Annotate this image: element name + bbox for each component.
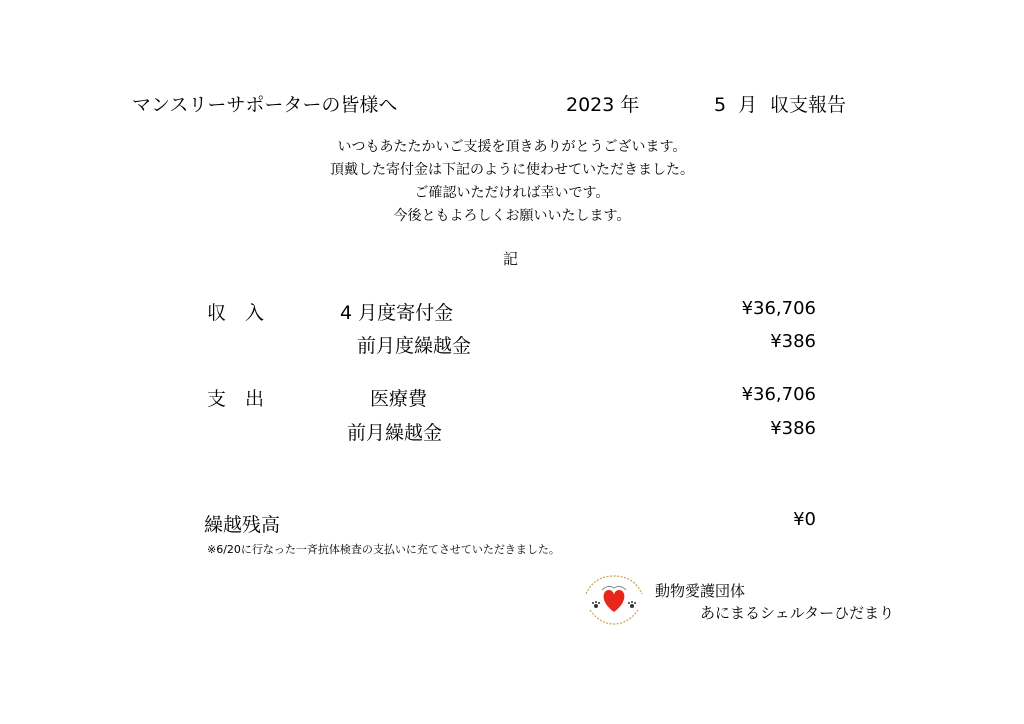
- expense-label: 支 出: [207, 388, 265, 410]
- year-unit: 年: [620, 94, 640, 116]
- income-item-2: 前月度繰越金: [357, 335, 472, 357]
- report-year: [566, 90, 639, 117]
- month-value: 5: [714, 94, 727, 116]
- organization-name: あにまるシェルターひだまり: [700, 604, 895, 622]
- greeting-line-1: いつもあたたかいご支援を頂きありがとうございます。: [337, 139, 687, 155]
- report-title: 収支報告: [770, 94, 847, 116]
- greeting-line-4: 今後ともよろしくお願いいたします。: [393, 208, 631, 224]
- income-label: 収 入: [207, 302, 265, 324]
- income-amount-2: ¥386: [770, 331, 816, 352]
- shelter-logo: [580, 570, 648, 628]
- expense-item-2: 前月繰越金: [347, 422, 443, 444]
- balance-label: 繰越残高: [204, 514, 281, 536]
- month-unit: 月: [738, 94, 758, 116]
- income-item-1: 4 月度寄付金: [340, 302, 454, 324]
- footnote: ※6/20に行なった一斉抗体検査の支払いに充てさせていただきました。: [207, 543, 560, 556]
- year-value: 2023: [566, 94, 615, 116]
- balance-amount: ¥0: [793, 509, 816, 530]
- organization-type: 動物愛護団体: [655, 582, 746, 600]
- heart-paw-logo-icon: [580, 570, 648, 628]
- report-month: [714, 90, 757, 117]
- expense-item-1: 医療費: [370, 388, 428, 410]
- income-amount-1: ¥36,706: [741, 298, 816, 319]
- greeting-line-2: 頂戴した寄付金は下記のように使わせていただきました。: [330, 162, 694, 178]
- addressee: マンスリーサポーターの皆様へ: [132, 94, 398, 116]
- greeting-line-3: ご確認いただければ幸いです。: [414, 185, 610, 201]
- expense-amount-2: ¥386: [770, 418, 816, 439]
- ki-mark: 記: [503, 250, 519, 268]
- expense-amount-1: ¥36,706: [741, 384, 816, 405]
